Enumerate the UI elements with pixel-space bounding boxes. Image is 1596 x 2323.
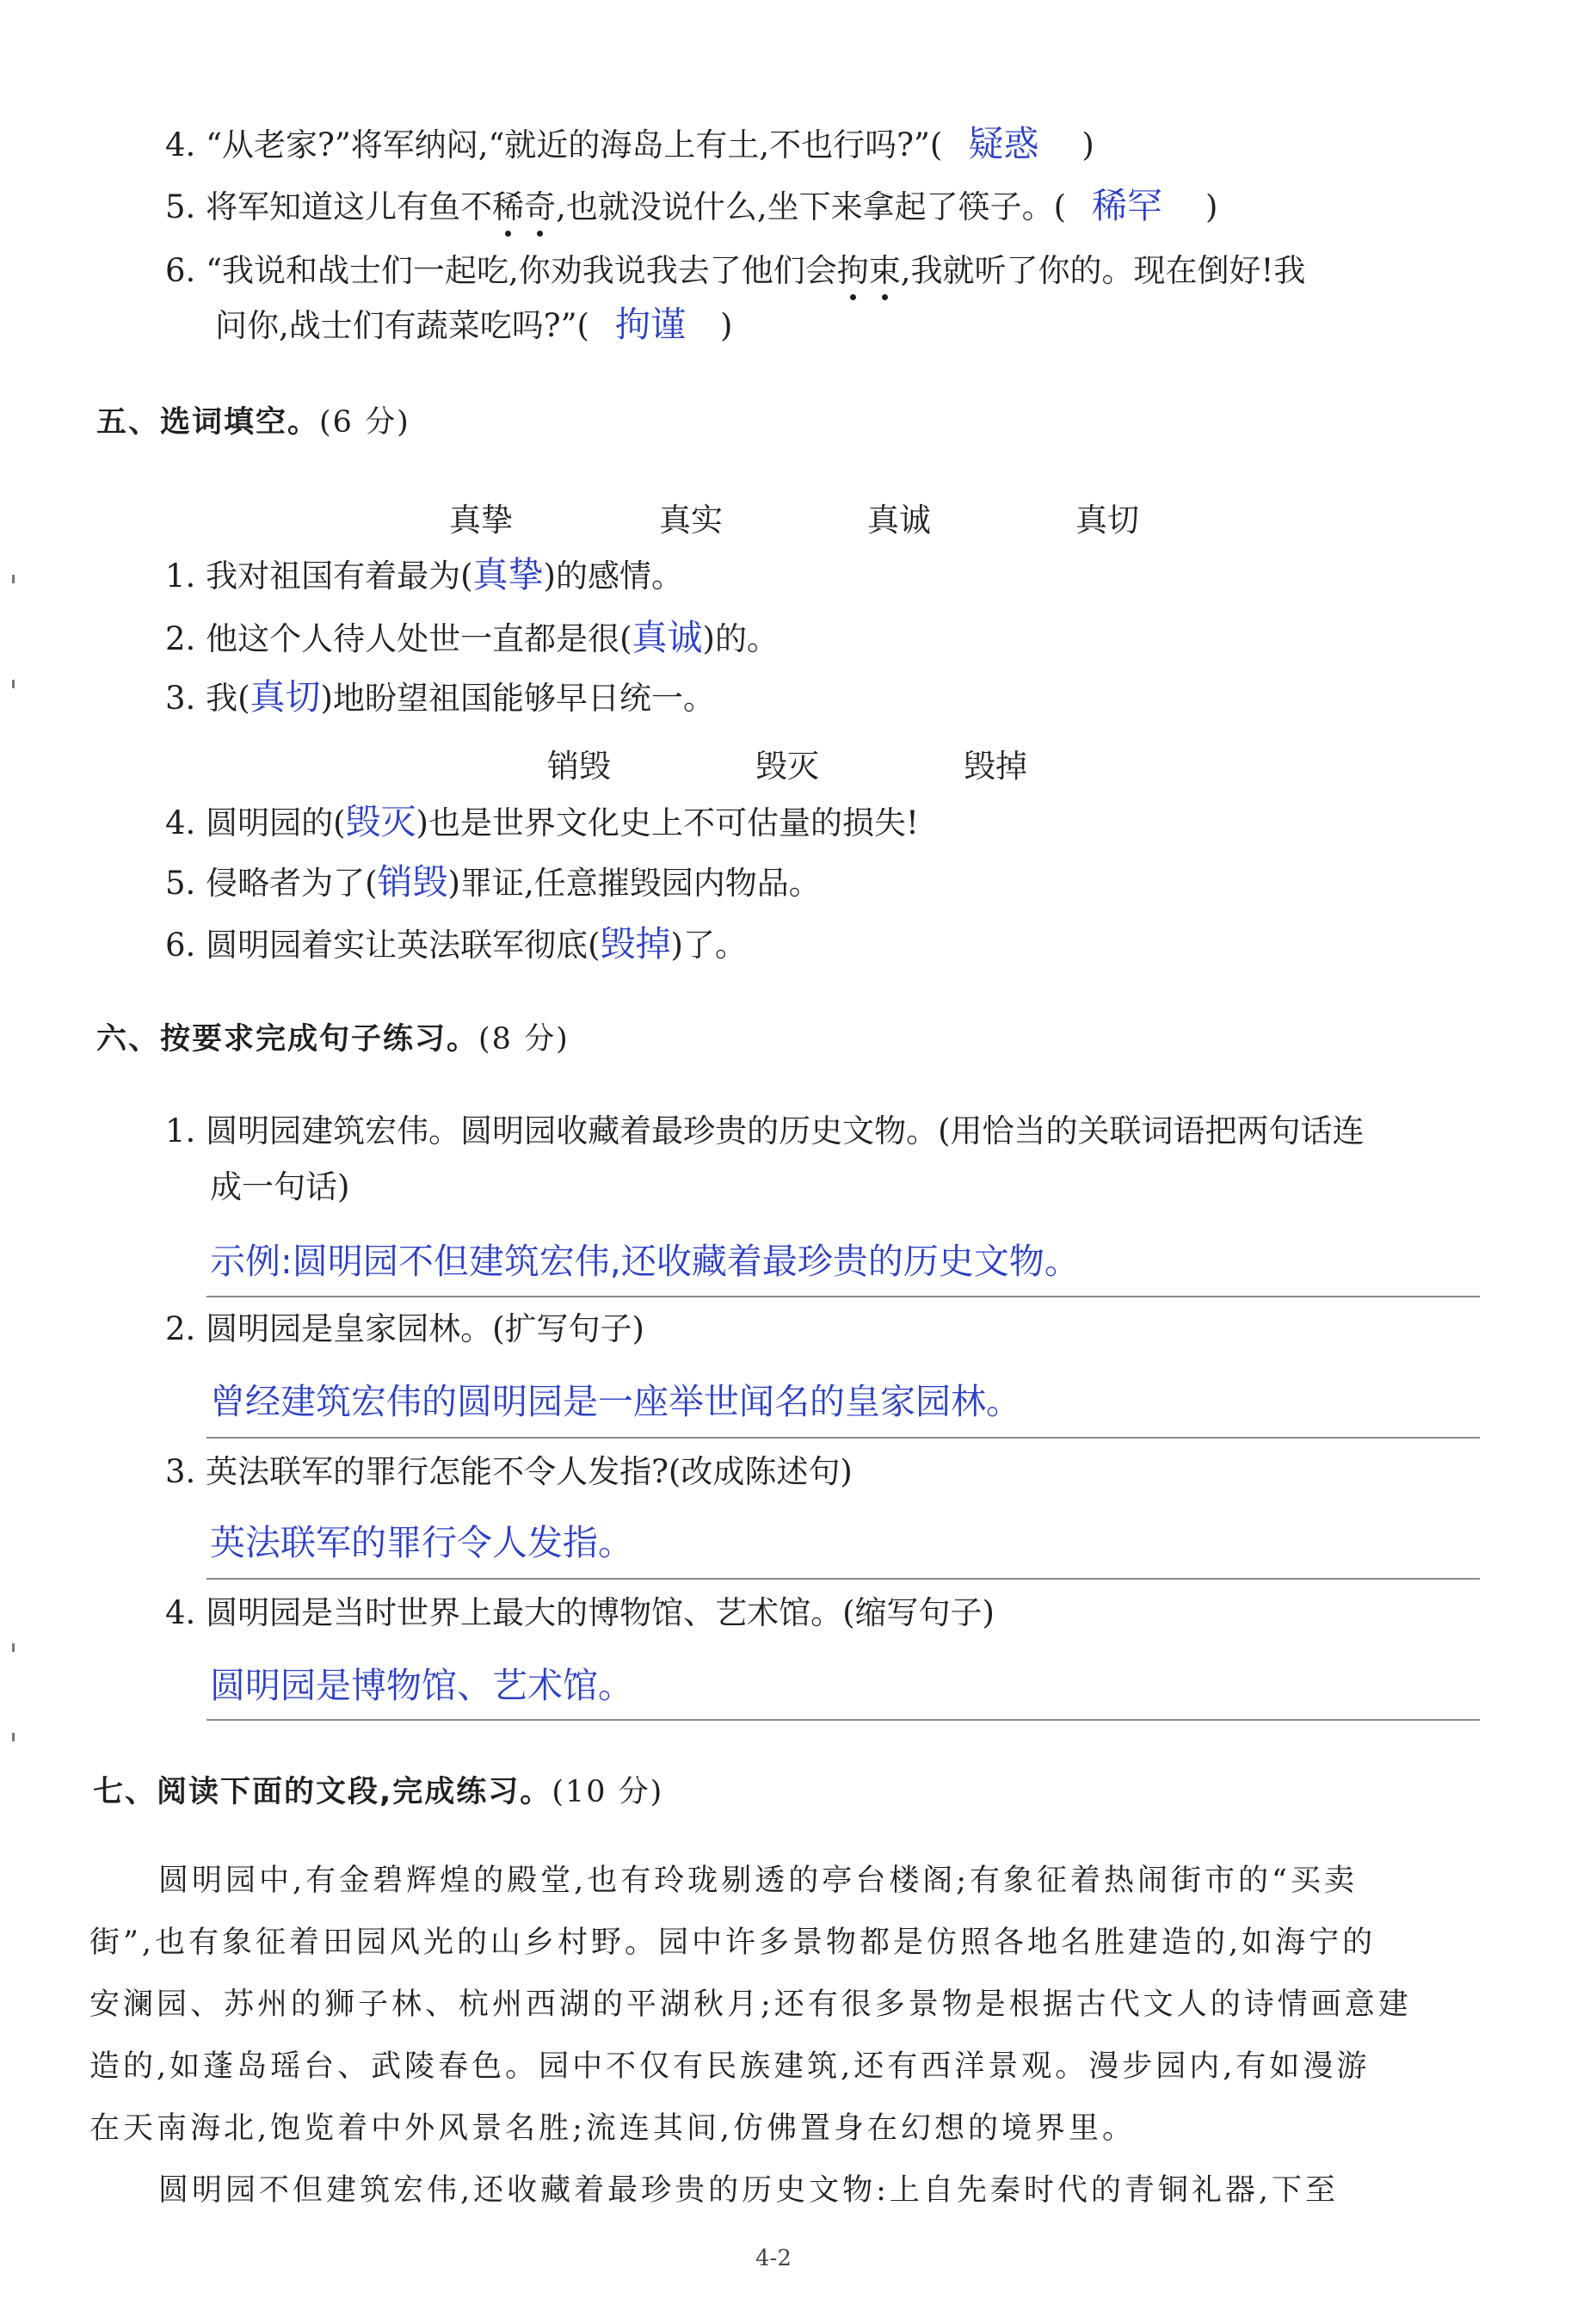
scan-mark: [12, 1733, 15, 1741]
section-5-heading: 五、选词填空。(6 分): [96, 405, 410, 440]
answer-text: 真挚: [472, 554, 544, 595]
section-7-heading: 七、阅读下面的文段,完成练习。(10 分): [93, 1775, 664, 1809]
scan-mark: [12, 680, 15, 688]
passage-line-2: 街”,也有象征着田园风光的山乡村野。园中许多景物都是仿照各地名胜建造的,如海宁的: [89, 1926, 1377, 1960]
s5-q1: 1. 我对祖国有着最为(真挚)的感情。: [165, 554, 683, 595]
answer-line: [206, 1719, 1480, 1721]
s6-q3: 3. 英法联军的罪行怎能不令人发指?(改成陈述句): [165, 1453, 853, 1490]
s6-q2-answer: 曾经建筑宏伟的圆明园是一座举世闻名的皇家园林。: [210, 1381, 1021, 1422]
word-choice-3: 真诚: [867, 502, 931, 539]
s4-q6-line2: 问你,战士们有蔬菜吃吗?”( 拘谨 ): [215, 304, 733, 345]
s6-q4-answer: 圆明园是博物馆、艺术馆。: [210, 1665, 633, 1706]
scan-mark: [12, 575, 15, 583]
passage-line-6: 圆明园不但建筑宏伟,还收藏着最珍贵的历史文物:上自先秦时代的青铜礼器,下至: [158, 2173, 1340, 2208]
passage-line-3: 安澜园、苏州的狮子林、杭州西湖的平湖秋月;还有很多景物是根据古代文人的诗情画意建: [89, 1987, 1412, 2022]
answer-line: [206, 1578, 1480, 1580]
s6-q2: 2. 圆明园是皇家园林。(扩写句子): [165, 1310, 644, 1347]
word-choice-5: 销毁: [547, 748, 611, 785]
scan-mark: [12, 1643, 15, 1652]
s4-q6-line1: 6. “我说和战士们一起吃,你劝我说我去了他们会拘束,我就听了你的。现在倒好!我: [165, 250, 1305, 293]
answer-line: [206, 1437, 1480, 1439]
answer-line: [206, 1296, 1480, 1297]
section-6-heading: 六、按要求完成句子练习。(8 分): [96, 1022, 570, 1057]
word-choice-2: 真实: [659, 502, 723, 539]
passage-line-5: 在天南海北,饱览着中外风景名胜;流连其间,仿佛置身在幻想的境界里。: [89, 2111, 1137, 2146]
answer-text: 真诚: [632, 617, 703, 658]
answer-text: 疑惑: [968, 123, 1039, 164]
s6-q1-line1: 1. 圆明园建筑宏伟。圆明园收藏着最珍贵的历史文物。(用恰当的关联词语把两句话连: [165, 1112, 1365, 1149]
answer-text: 稀罕: [1092, 185, 1163, 226]
s4-q5: 5. 将军知道这儿有鱼不稀奇,也就没说什么,坐下来拿起了筷子。( 稀罕 ): [165, 184, 1217, 229]
word-choice-6: 毁灭: [755, 748, 819, 785]
word-choice-7: 毁掉: [964, 748, 1027, 785]
word-choice-1: 真挚: [449, 502, 513, 539]
answer-text: 毁掉: [600, 923, 671, 964]
answer-text: 拘谨: [614, 304, 686, 345]
s5-q5: 5. 侵略者为了(销毁)罪证,任意摧毁园内物品。: [165, 861, 821, 903]
s5-q2: 2. 他这个人待人处世一直都是很(真诚)的。: [165, 617, 779, 658]
passage-line-4: 造的,如蓬岛瑶台、武陵春色。园中不仅有民族建筑,还有西洋景观。漫步园内,有如漫游: [89, 2049, 1371, 2084]
s6-q4: 4. 圆明园是当时世界上最大的博物馆、艺术馆。(缩写句子): [165, 1594, 995, 1631]
s6-q3-answer: 英法联军的罪行令人发指。: [210, 1522, 633, 1563]
word-choice-4: 真切: [1075, 502, 1139, 539]
dotted-word: 稀奇: [492, 188, 556, 225]
s4-q4: 4. “从老家?”将军纳闷,“就近的海岛上有土,不也行吗?”( 疑惑 ): [165, 123, 1094, 164]
answer-text: 真切: [250, 676, 321, 718]
page-number: 4-2: [755, 2246, 792, 2271]
passage-line-1: 圆明园中,有金碧辉煌的殿堂,也有玲珑剔透的亭台楼阁;有象征着热闹街市的“买卖: [158, 1864, 1358, 1898]
s6-q1-answer: 示例:圆明园不但建筑宏伟,还收藏着最珍贵的历史文物。: [210, 1241, 1080, 1282]
dotted-word: 拘束: [837, 252, 901, 289]
answer-text: 销毁: [377, 861, 448, 903]
s5-q3: 3. 我(真切)地盼望祖国能够早日统一。: [165, 676, 715, 718]
s5-q6: 6. 圆明园着实让英法联军彻底(毁掉)了。: [165, 923, 747, 964]
s6-q1-line2: 成一句话): [210, 1168, 350, 1205]
answer-text: 毁灭: [345, 801, 416, 842]
s5-q4: 4. 圆明园的(毁灭)也是世界文化史上不可估量的损失!: [165, 801, 919, 842]
